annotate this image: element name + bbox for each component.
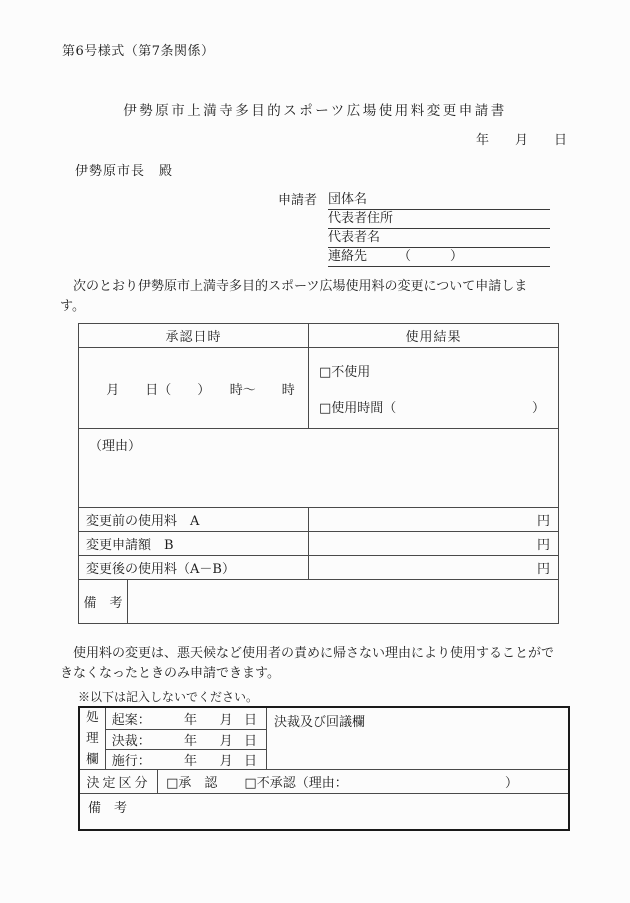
decision-label: 決裁： (111, 733, 151, 749)
reason-cell: （理由） (79, 429, 559, 508)
decision-category-row (79, 769, 569, 793)
note-line-1: 使用料の変更は、悪天候など使用者の責めに帰さない理由により使用することがで (60, 646, 555, 661)
fee-requested-unit: 円 (309, 532, 559, 556)
approval-datetime-cell: 月 日（ ） 時～ 時 (79, 348, 309, 429)
used-time-close-paren: ） (532, 400, 546, 416)
fee-before-unit: 円 (309, 508, 559, 532)
fee-after-unit: 円 (309, 556, 559, 580)
datetime-result-row (79, 348, 559, 429)
checkbox-approved: □承 認 (166, 775, 218, 791)
checkbox-unused: □不使用 (319, 364, 371, 380)
decision-date-cell (105, 729, 266, 749)
staff-only-note: ※以下は記入しないでください。 (78, 690, 259, 704)
header-approval-datetime: 承認日時 (79, 324, 309, 348)
contact-label: 連絡先 (328, 249, 368, 264)
side-char-1: 処 (86, 709, 99, 725)
remarks-row (79, 580, 559, 624)
fee-before-row (79, 508, 559, 532)
enforcement-year-label: 年 (184, 753, 198, 769)
remarks-label: 備 考 (79, 580, 128, 624)
application-table (78, 323, 559, 624)
addressee-line: 伊勢原市長 殿 (75, 164, 174, 179)
remarks-value-cell (128, 580, 559, 624)
application-date-line: 年 月 日 (475, 133, 567, 148)
approval-circulation-cell: 決裁及び回議欄 (267, 707, 570, 769)
draft-date-cell (105, 707, 266, 729)
organization-name-label: 団体名 (328, 192, 368, 207)
draft-label: 起案： (111, 712, 151, 728)
draft-row (79, 707, 569, 729)
note-line-2: きなくなったときのみ申請できます。 (60, 666, 280, 681)
representative-address-field (328, 210, 550, 229)
decision-category-label: 決定区分 (79, 769, 158, 793)
side-char-2: 理 (86, 730, 99, 745)
side-char-3: 欄 (86, 750, 99, 766)
fee-after-row (79, 556, 559, 580)
draft-year-label: 年 (184, 712, 198, 728)
decision-month-label: 月 (219, 733, 233, 749)
table-header-row (79, 324, 559, 348)
draft-day-label: 日 (243, 712, 257, 728)
applicant-fields (328, 191, 550, 267)
decision-day-label: 日 (243, 733, 257, 749)
contact-field (328, 248, 550, 267)
intro-line-2: す。 (60, 299, 85, 314)
processing-column-label-cell (79, 707, 105, 769)
header-usage-result: 使用結果 (309, 324, 559, 348)
fee-after-label: 変更後の使用料（A－B） (79, 556, 309, 580)
note-paragraph (60, 644, 580, 684)
fee-before-label: 変更前の使用料 A (79, 508, 309, 532)
fee-requested-row (79, 532, 559, 556)
processing-table (78, 706, 570, 831)
representative-name-label: 代表者名 (328, 230, 381, 245)
checkbox-used-time-label: □使用時間（ (319, 400, 397, 416)
enforcement-day-label: 日 (243, 753, 257, 769)
applicant-label: 申請者 (278, 193, 318, 208)
processing-column-label (80, 711, 105, 765)
contact-phone-parens: （ ） (398, 249, 464, 264)
enforcement-date-cell (105, 749, 266, 769)
organization-name-field (328, 191, 550, 210)
applicant-block (278, 191, 550, 267)
enforcement-month-label: 月 (219, 753, 233, 769)
representative-name-field (328, 229, 550, 248)
fee-requested-label: 変更申請額 B (79, 532, 309, 556)
enforcement-label: 施行： (111, 753, 151, 769)
decision-options-cell (158, 769, 569, 793)
intro-paragraph (60, 277, 580, 317)
checkbox-rejected: □不承認（理由： (244, 775, 348, 791)
decision-year-label: 年 (184, 733, 198, 749)
intro-line-1: 次のとおり伊勢原市上満寺多目的スポーツ広場使用料の変更について申請しま (60, 279, 528, 294)
representative-address-label: 代表者住所 (328, 211, 394, 226)
draft-month-label: 月 (219, 712, 233, 728)
checkbox-used-time (309, 397, 558, 416)
reason-row (79, 429, 559, 508)
rejected-close-paren: ） (504, 775, 518, 791)
processing-remarks-row (79, 793, 569, 830)
processing-remarks-label: 備 考 (79, 793, 569, 830)
form-number: 第6号様式（第7条関係） (62, 44, 215, 59)
usage-result-cell (309, 348, 559, 429)
page-title: 伊勢原市上満寺多目的スポーツ広場使用料変更申請書 (123, 103, 507, 119)
